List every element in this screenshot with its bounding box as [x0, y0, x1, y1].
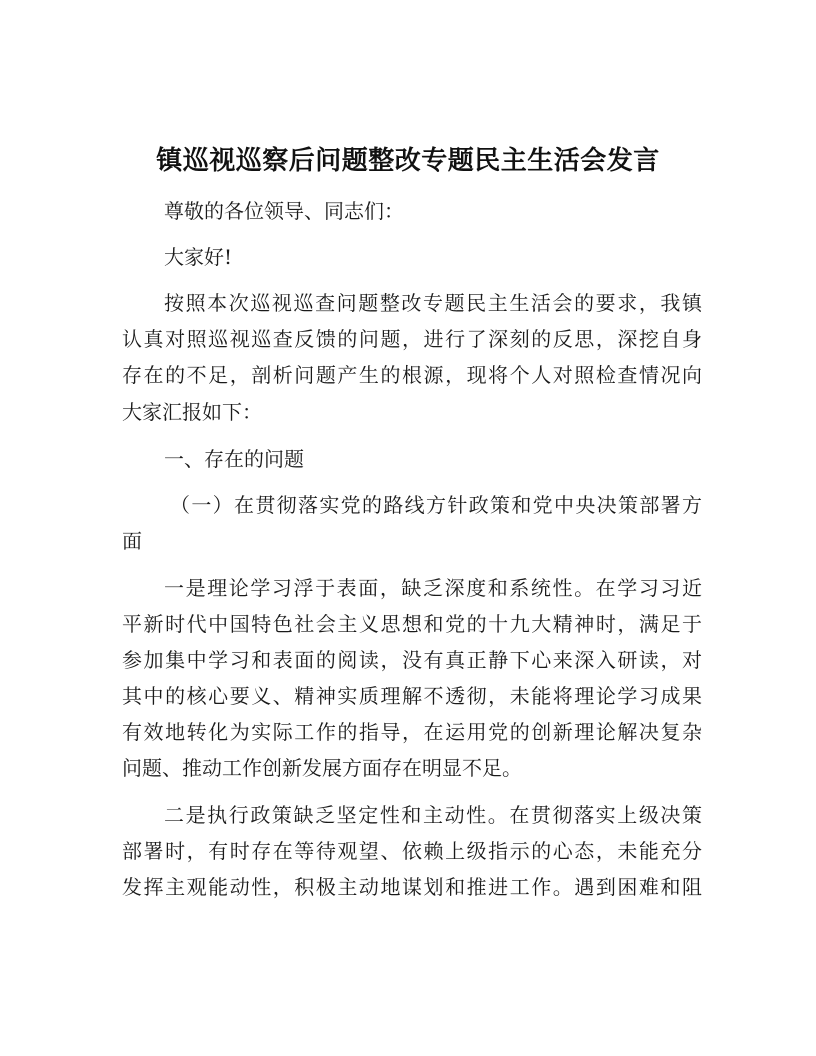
paragraph-line: 存在的不足，剖析问题产生的根源，现将个人对照检查情况向 [122, 363, 702, 387]
paragraph-line: 部署时，有时存在等待观望、依赖上级指示的心态，未能充分 [122, 839, 702, 863]
paragraph-line: 认真对照巡视巡查反馈的问题，进行了深刻的反思，深挖自身 [122, 327, 702, 351]
paragraph-line: 一是理论学习浮于表面，缺乏深度和系统性。在学习习近 [164, 576, 702, 600]
paragraph-line: 平新时代中国特色社会主义思想和党的十九大精神时，满足于 [122, 612, 702, 636]
section-heading: 一、存在的问题 [164, 447, 304, 471]
paragraph-line: 有效地转化为实际工作的指导，在运用党的创新理论解决复杂 [122, 720, 702, 744]
paragraph-line: 问题、推动工作创新发展方面存在明显不足。 [122, 756, 522, 780]
paragraph-line: 其中的核心要义、精神实质理解不透彻，未能将理论学习成果 [122, 684, 702, 708]
paragraph-line: 发挥主观能动性，积极主动地谋划和推进工作。遇到困难和阻 [122, 875, 702, 899]
paragraph-line: 按照本次巡视巡查问题整改专题民主生活会的要求，我镇 [164, 291, 702, 315]
salutation: 尊敬的各位领导、同志们： [164, 199, 404, 223]
subsection-heading: （一）在贯彻落实党的路线方针政策和党中央决策部署方 [170, 493, 702, 517]
paragraph-line: 大家汇报如下： [122, 400, 262, 424]
subsection-heading-continued: 面 [122, 529, 142, 553]
paragraph-line: 二是执行政策缺乏坚定性和主动性。在贯彻落实上级决策 [164, 803, 702, 827]
paragraph-line: 参加集中学习和表面的阅读，没有真正静下心来深入研读，对 [122, 648, 702, 672]
document-title: 镇巡视巡察后问题整改专题民主生活会发言 [156, 146, 660, 176]
greeting: 大家好! [164, 245, 233, 269]
